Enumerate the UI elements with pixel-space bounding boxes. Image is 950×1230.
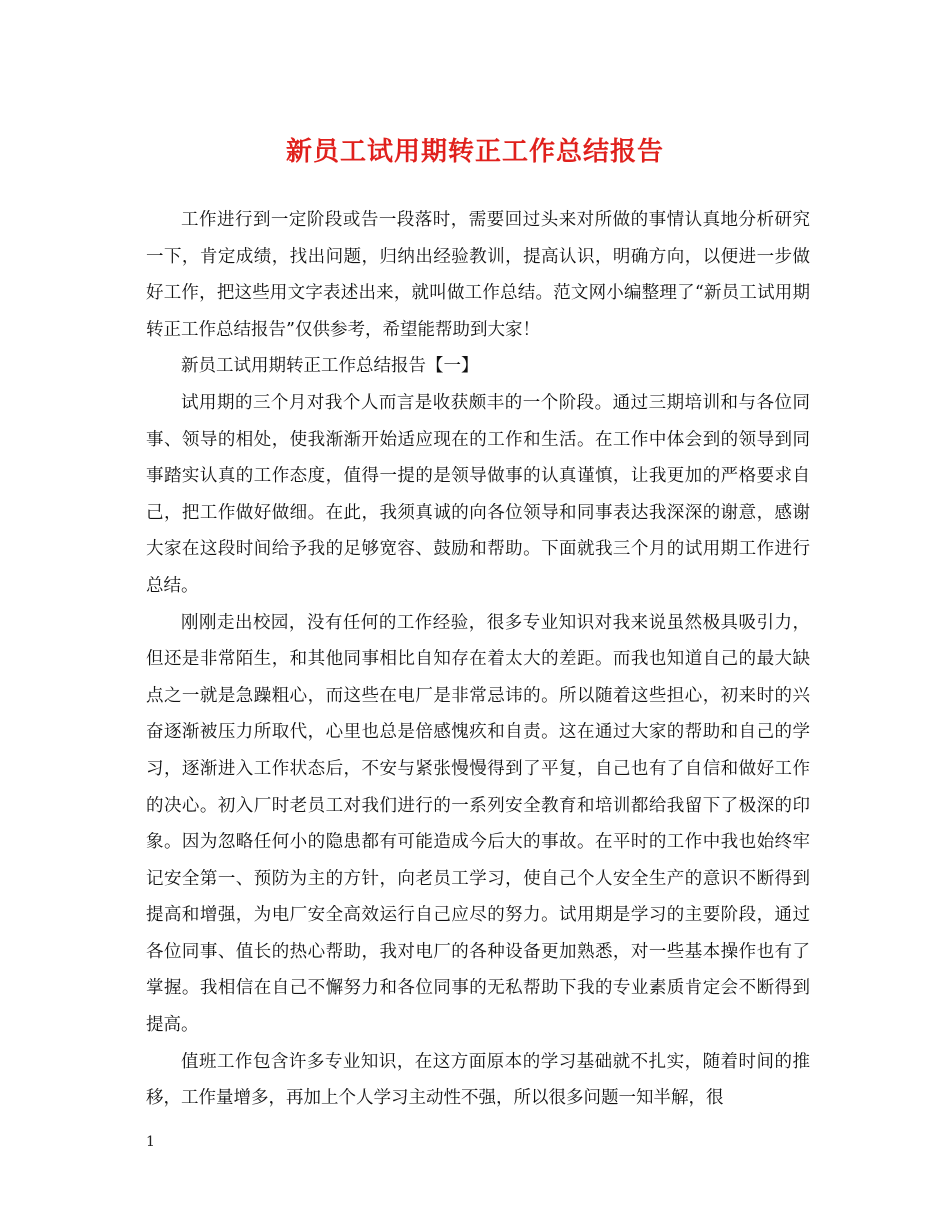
paragraph-learning-safety: 刚刚走出校园，没有任何的工作经验，很多专业知识对我来说虽然极具吸引力，但还是非常陌生，和其他同事相比自知存在着太大的差距。而我也知道自己的最大缺点之一就是急躁粗心，而这些在电厂是非常忌讳的。所以随着这些担心，初来时的兴奋逐渐被压力所取代，心里也总是倍感愧疚和自责。这在通过大家的帮助和自己的学习，逐渐进入工作状态后，不安与紧张慢慢得到了平复，自己也有了自信和做好工作的决心。初入厂时老员工对我们进行的一系列安全教育和培训都给我留下了极深的印象。因为忽略任何小的隐患都有可能造成今后大的事故。在平时的工作中我也始终牢记安全第一、预防为主的方针，向老员工学习，使自己个人安全生产的意识不断得到提高和增强，为电厂安全高效运行自己应尽的努力。试用期是学习的主要阶段，通过各位同事、值长的热心帮助，我对电厂的各种设备更加熟悉，对一些基本操作也有了掌握。我相信在自己不懈努力和各位同事的无私帮助下我的专业素质肯定会不断得到提高。	[146, 612, 810, 1036]
paragraph-duty-work: 值班工作包含许多专业知识，在这方面原本的学习基础就不扎实，随着时间的推移，工作量增多，再加上个人学习主动性不强，所以很多问题一知半解，很	[146, 1051, 810, 1109]
section-heading: 新员工试用期转正工作总结报告【一】	[181, 356, 479, 377]
paragraph-intro: 工作进行到一定阶段或告一段落时，需要回过头来对所做的事情认真地分析研究一下，肯定成绩，找出问题，归纳出经验教训，提高认识，明确方向，以便进一步做好工作，把这些用文字表述出来，就叫做工作总结。范文网小编整理了“新员工试用期转正工作总结报告”仅供参考，希望能帮助到大家！	[146, 210, 810, 340]
page-number: 1	[146, 1134, 155, 1150]
paragraph-probation-summary: 试用期的三个月对我个人而言是收获颇丰的一个阶段。通过三期培训和与各位同事、领导的相处，使我渐渐开始适应现在的工作和生活。在工作中体会到的领导到同事踏实认真的工作态度，值得一提的是领导做事的认真谨慎，让我更加的严格要求自己，把工作做好做细。在此，我须真诚的向各位领导和同事表达我深深的谢意，感谢大家在这段时间给予我的足够宽容、鼓励和帮助。下面就我三个月的试用期工作进行总结。	[146, 392, 810, 596]
document-body	[146, 202, 810, 1117]
document-title: 新员工试用期转正工作总结报告	[285, 137, 664, 167]
